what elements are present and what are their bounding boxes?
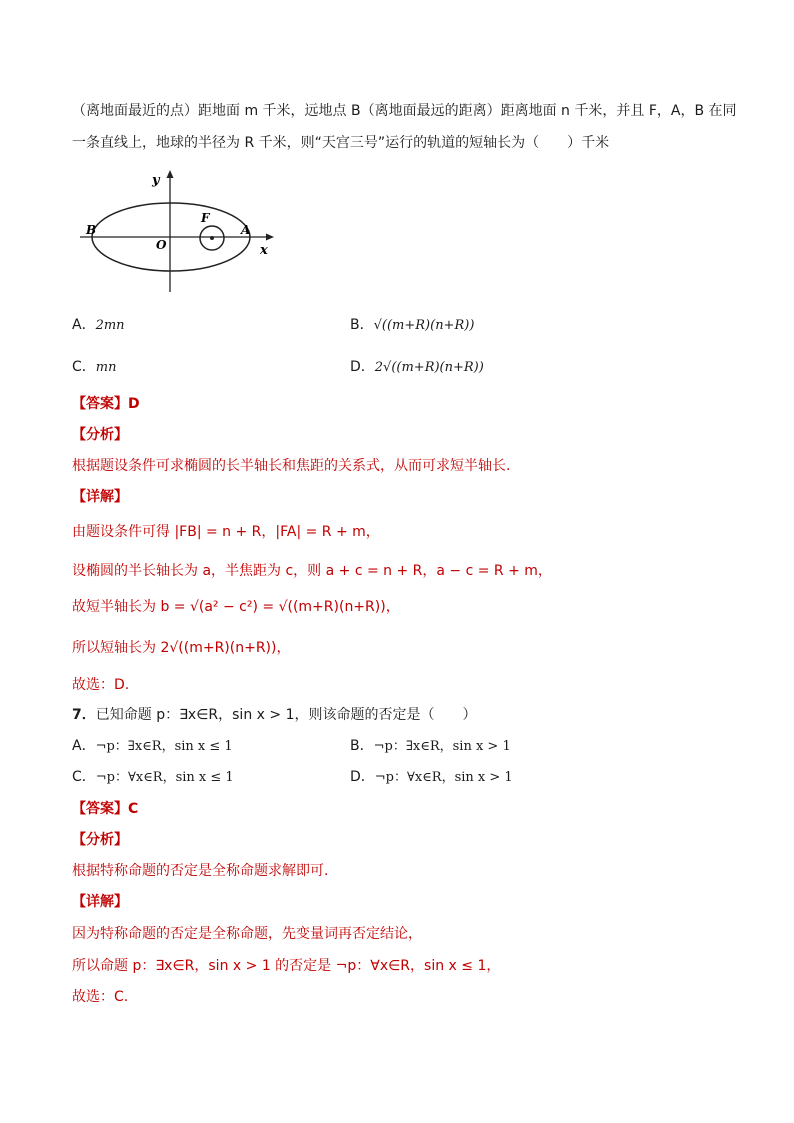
q6-conclusion: 故选：D.: [72, 677, 130, 693]
label-F: F: [201, 211, 210, 225]
label-x: x: [260, 243, 268, 258]
q6-option-a-expr: 2mn: [95, 318, 125, 333]
q6-analysis-header: 【分析】: [72, 427, 128, 443]
label-O: O: [156, 238, 167, 252]
q7-option-c-expr: ¬p：∀x∈R，sin x ≤ 1: [95, 770, 234, 785]
q7-answer: 【答案】C: [72, 801, 139, 817]
q6-detail-line-4: 所以短轴长为 2√((m+R)(n+R))，: [72, 640, 291, 656]
q6-detail-line-2: 设椭圆的半长轴长为 a，半焦距为 c，则 a + c = n + R，a − c = R + m，: [72, 563, 552, 579]
q6-option-a[interactable]: A．2mn: [72, 317, 125, 333]
q6-option-c[interactable]: C．mn: [72, 359, 117, 375]
label-B: B: [86, 223, 97, 237]
q6-detail-line-3: 故短半轴长为 b = √(a² − c²) = √((m+R)(n+R))，: [72, 599, 400, 615]
q6-stem-line-1: （离地面最近的点）距地面 m 千米，远地点 B（离地面最远的距离）距离地面 n 千米，并且 F，A，B 在同: [72, 103, 737, 119]
q7-option-b[interactable]: B．¬p：∃x∈R，sin x > 1: [350, 738, 511, 754]
q6-answer: 【答案】D: [72, 396, 140, 412]
q7-analysis: 根据特称命题的否定是全称命题求解即可.: [72, 863, 329, 879]
q6-option-d[interactable]: D．2√((m+R)(n+R)): [350, 359, 484, 375]
q7-option-d[interactable]: D．¬p：∀x∈R，sin x > 1: [350, 769, 513, 785]
q6-option-b[interactable]: B．√((m+R)(n+R)): [350, 317, 475, 333]
q7-analysis-header: 【分析】: [72, 832, 128, 848]
q6-detail-header: 【详解】: [72, 489, 128, 505]
q7-option-a[interactable]: A．¬p：∃x∈R，sin x ≤ 1: [72, 738, 233, 754]
q6-detail-line-1: 由题设条件可得 |FB| = n + R，|FA| = R + m，: [72, 524, 380, 540]
q6-analysis: 根据题设条件可求椭圆的长半轴长和焦距的关系式，从而可求短半轴长.: [72, 458, 511, 474]
q7-detail-line-1: 因为特称命题的否定是全称命题，先变量词再否定结论，: [72, 926, 422, 942]
q6-option-b-expr: √((m+R)(n+R)): [373, 318, 475, 333]
q7-number: 7．: [72, 707, 96, 723]
q7-conclusion: 故选：C.: [72, 989, 129, 1005]
q7-detail-line-2: 所以命题 p：∃x∈R，sin x > 1 的否定是 ¬p：∀x∈R，sin x ≤ 1，: [72, 958, 501, 974]
q7-option-a-expr: ¬p：∃x∈R，sin x ≤ 1: [95, 739, 233, 754]
q7-stem: [72, 705, 476, 725]
label-A: A: [241, 223, 251, 237]
y-axis-arrow: [167, 170, 174, 178]
x-axis-arrow: [266, 234, 274, 241]
q7-stem-text: 已知命题 p：∃x∈R，sin x > 1，则该命题的否定是（ ）: [95, 707, 477, 723]
q6-stem-line-2: 一条直线上，地球的半径为 R 千米，则“天宫三号”运行的轨道的短轴长为（ ）千米: [72, 135, 610, 151]
q7-detail-header: 【详解】: [72, 894, 128, 910]
focus-point: [210, 236, 214, 240]
q6-option-d-expr: 2√((m+R)(n+R)): [374, 360, 484, 375]
q6-option-c-expr: mn: [95, 360, 117, 375]
q7-option-c[interactable]: C．¬p：∀x∈R，sin x ≤ 1: [72, 769, 234, 785]
ellipse-orbit-figure: [74, 168, 294, 298]
q7-option-d-expr: ¬p：∀x∈R，sin x > 1: [374, 770, 513, 785]
label-y: y: [152, 173, 160, 188]
q7-option-b-expr: ¬p：∃x∈R，sin x > 1: [373, 739, 511, 754]
